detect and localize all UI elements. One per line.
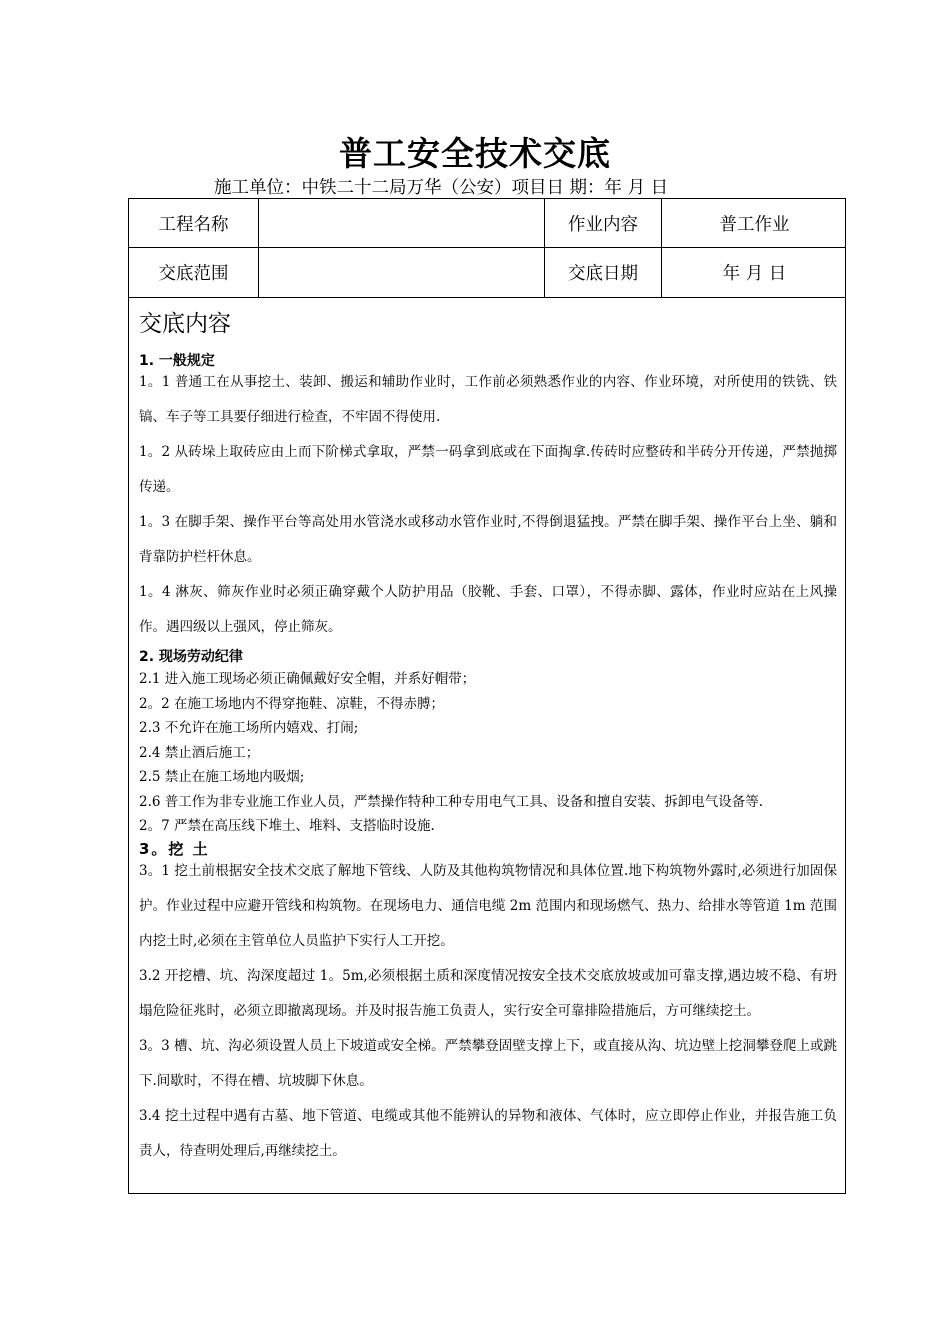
project-name-value[interactable] <box>259 199 544 247</box>
content-heading: 交底内容 <box>139 311 231 337</box>
disclosure-date-value[interactable]: 年 月 日 <box>722 264 787 284</box>
disclosure-scope-label: 交底范围 <box>158 264 229 284</box>
paragraph-3-3: 3。3 槽、坑、沟必须设置人员上下坡道或安全梯。严禁攀登固壁支撑上下，或直接从沟、坑边壁上挖洞攀登爬上或跳下.间歇时，不得在槽、坑坡脚下休息。 <box>139 1037 837 1089</box>
disclosure-date-label: 交底日期 <box>568 264 638 284</box>
paragraph-3-4: 3.4 挖土过程中遇有古墓、地下管道、电缆或其他不能辨认的异物和液体、气体时，应立即停止作业，并报告施工负责人，待查明处理后,再继续挖土。 <box>139 1107 837 1159</box>
paragraph-1-3: 1。3 在脚手架、操作平台等高处用水管浇水或移动水管作业时,不得倒退猛拽。严禁在脚手架、操作平台上坐、躺和背靠防护栏杆休息。 <box>139 514 837 565</box>
paragraph-1-4: 1。4 淋灰、筛灰作业时必须正确穿戴个人防护用品（胶靴、手套、口罩），不得赤脚、露体，作业时应站在上风操作。遇四级以上强风，停止筛灰。 <box>139 584 837 635</box>
section-3-title: 3。挖 土 <box>139 839 210 858</box>
paragraph-3-1: 3。1 挖土前根据安全技术交底了解地下管线、人防及其他构筑物情况和具体位置.地下构筑物外露时,必须进行加固保护。作业过程中应避开管线和构筑物。在现场电力、通信电缆 2m 范围内和现场燃气、热力、给排水等管道 1m 范围内挖土时,必须在主管单位人员监护下实行人工开挖。 <box>139 862 837 949</box>
list-item-2-3: 2.3 不允许在施工场所内嬉戏、打闹; <box>139 720 359 736</box>
section-1-title: 1. 一般规定 <box>139 353 215 369</box>
list-item-2-1: 2.1 进入施工现场必须正确佩戴好安全帽，并系好帽带； <box>139 671 476 687</box>
document-subtitle: 施工单位：中铁二十二局万华（公安）项目日 期：年 月 日 <box>214 178 669 198</box>
document-title: 普工安全技术交底 <box>339 134 611 173</box>
list-item-2-7: 2。7 严禁在高压线下堆土、堆料、支搭临时设施. <box>139 818 435 834</box>
work-content-label: 作业内容 <box>568 214 638 235</box>
list-item-2-5: 2.5 禁止在施工场地内吸烟; <box>139 769 305 785</box>
disclosure-form <box>128 198 846 1194</box>
list-item-2-2: 2。2 在施工场地内不得穿拖鞋、凉鞋，不得赤膊； <box>139 695 444 712</box>
work-content-value[interactable]: 普工作业 <box>719 214 790 235</box>
disclosure-scope-value[interactable] <box>259 248 544 297</box>
row-divider <box>129 297 845 298</box>
disclosure-content <box>139 307 837 1169</box>
list-item-2-6: 2.6 普工作为非专业施工作业人员，严禁操作特种工种专用电气工具、设备和擅自安装、拆卸电气设备等. <box>139 793 764 810</box>
section-2-title: 2. 现场劳动纪律 <box>139 649 243 665</box>
paragraph-1-2: 1。2 从砖垛上取砖应由上而下阶梯式拿取，严禁一码拿到底或在下面掏拿.传砖时应整砖和半砖分开传递，严禁抛掷传递。 <box>139 444 837 495</box>
project-name-label: 工程名称 <box>158 214 229 235</box>
list-item-2-4: 2.4 禁止酒后施工； <box>139 744 260 761</box>
paragraph-3-2: 3.2 开挖槽、坑、沟深度超过 1。5m,必须根据土质和深度情况按安全技术交底放坡或加可靠支撑,遇边坡不稳、有坍塌危险征兆时，必须立即撤离现场。并及时报告施工负责人，实行安全可靠排险措施后，方可继续挖土。 <box>139 967 837 1019</box>
paragraph-1-1: 1。1 普通工在从事挖土、装卸、搬运和辅助作业时，工作前必须熟悉作业的内容、作业环境，对所使用的铁铣、铁镐、车子等工具要仔细进行检查，不牢固不得使用. <box>139 374 837 425</box>
